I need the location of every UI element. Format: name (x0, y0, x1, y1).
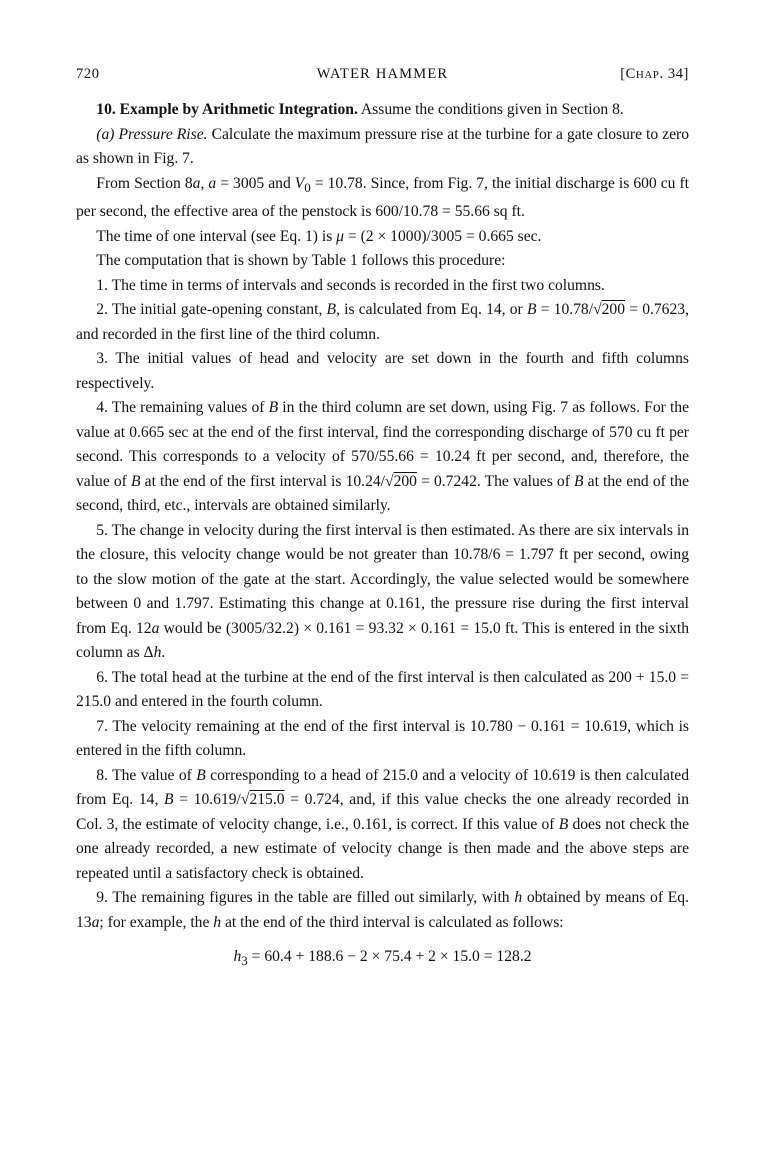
equation-h3: $h_3 = 60.4 + 188.6 - 2 \times 75.4 + 2 \times 15.0 = 128.2$ (233, 948, 532, 969)
chapter-label: [CHAP. 34] (620, 66, 689, 82)
step-7: 7. The velocity remaining at the end of the first interval is 10.780 − 0.161 = 10.619, which is entered in the fifth column. (76, 717, 689, 760)
step-4: 4. The remaining values of B in the third column are set down, using Fig. 7 as follows. For the value at 0.665 sec at the end of the first interval, find the corresponding discharge of 570 cu ft per second. This corresponds to a velocity of 570/55.66 = 10.24 ft per second, and, therefore, the value of B at the end of the first interval is 10.24/√200 = 0.7242. The values of B at the end of the second, third, etc., intervals are obtained similarly. (76, 399, 690, 515)
computation-paragraph: The computation that is shown by Table 1 follows this procedure: (96, 252, 506, 270)
part-a-paragraph: (a) Pressure Rise. Calculate the maximum pressure rise at the turbine for a gate closure to zero as shown in Fig. 7. (76, 125, 689, 167)
running-title: WATER HAMMER (316, 66, 449, 82)
section-heading-paragraph: 10. Example by Arithmetic Integration. Assume the conditions given in Section 8. (96, 101, 624, 118)
running-head (76, 62, 689, 86)
initial-conditions-paragraph: From Section 8a, a = 3005 and $V_0 = 10.78$. Since, from Fig. 7, the initial discharge is 600 cu ft per second, the effective area of the penstock is 600/10.78 = 55.66 sq ft. (76, 174, 689, 221)
section-heading: 10. Example by Arithmetic Integration. (96, 101, 358, 118)
step-2: 2. The initial gate-opening constant, B, is calculated from Eq. 14, or B = 10.78/√200 = 0.7623, and recorded in the first line of the third column. (76, 301, 689, 343)
step-6: 6. The total head at the turbine at the end of the first interval is then calculated as 200 + 15.0 = 215.0 and entered in the fourth column. (76, 668, 689, 711)
page-number: 720 (76, 66, 100, 82)
step-8: 8. The value of B corresponding to a head of 215.0 and a velocity of 10.619 is then calculated from Eq. 14, B = 10.619/√215.0 = 0.724, and, if this value checks the one already recorded in Col. 3, the estimate of velocity change, i.e., 0.161, is correct. If this value of B does not check the one already recorded, a new estimate of velocity change is then made and the above steps are repeated until a satisfactory check is obtained. (76, 766, 689, 882)
step-5: 5. The change in velocity during the first interval is then estimated. As there are six intervals in the closure, this velocity change would be not greater than 10.78/6 = 1.797 ft per second, owing to the slow motion of the gate at the start. Accordingly, the value selected would be somewhere between 0 and 1.797. Estimating this change at 0.161, the pressure rise during the first interval from Eq. 12a would be (3005/32.2) × 0.161 = 93.32 × 0.161 = 15.0 ft. This is entered in the sixth column as Δh. (76, 521, 689, 662)
step-1: 1. The time in terms of intervals and seconds is recorded in the first two columns. (96, 276, 605, 294)
interval-time-paragraph: The time of one interval (see Eq. 1) is μ = (2 × 1000)/3005 = 0.665 sec. (96, 227, 542, 245)
step-9: 9. The remaining figures in the table are filled out similarly, with h obtained by means of Eq. 13a; for example, the h at the end of the third interval is calculated as follows: (76, 889, 689, 931)
step-3: 3. The initial values of head and velocity are set down in the fourth and fifth columns respectively. (76, 350, 689, 392)
